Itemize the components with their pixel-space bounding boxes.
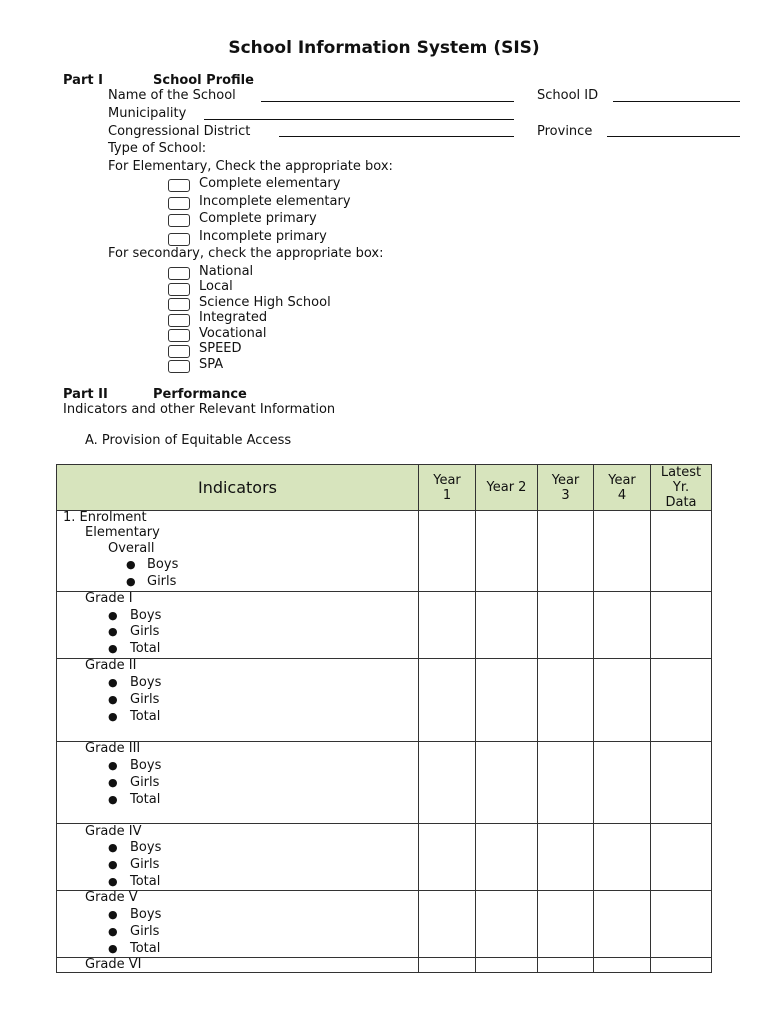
- bullet-icon: ●: [108, 925, 118, 938]
- part2-label: Part II: [63, 387, 108, 402]
- bullet-icon: ●: [108, 759, 118, 772]
- header-year1-b: 1: [442, 487, 452, 503]
- part1-heading: School Profile: [153, 73, 254, 88]
- bullet-icon: ●: [108, 625, 118, 638]
- header-year1-a: Year: [433, 472, 461, 488]
- option-label: Incomplete elementary: [199, 194, 351, 209]
- row-label-girls: Girls: [130, 692, 160, 707]
- bullet-icon: ●: [108, 609, 118, 622]
- row-divider: [56, 591, 712, 592]
- checkbox-national[interactable]: [168, 267, 190, 280]
- bullet-icon: ●: [108, 710, 118, 723]
- municipality-label: Municipality: [108, 106, 187, 121]
- checkbox-complete-elementary[interactable]: [168, 179, 190, 192]
- header-year3-b: 3: [561, 487, 570, 503]
- header-latest-a: Latest: [660, 465, 702, 480]
- province-field[interactable]: [607, 136, 740, 137]
- bullet-icon: ●: [108, 942, 118, 955]
- header-year3: [537, 464, 594, 511]
- row-label-total: Total: [130, 641, 161, 656]
- row-label-total: Total: [130, 792, 161, 807]
- bullet-icon: ●: [108, 693, 118, 706]
- row-label-total: Total: [130, 874, 161, 889]
- bullet-icon: ●: [108, 841, 118, 854]
- header-latest-c: Data: [665, 495, 697, 510]
- header-indicators: [56, 464, 419, 511]
- municipality-field[interactable]: [204, 119, 514, 120]
- overall-label: Overall: [108, 541, 155, 556]
- bullet-icon: ●: [126, 558, 136, 571]
- bullet-icon: ●: [108, 858, 118, 871]
- checkbox-incomplete-primary[interactable]: [168, 233, 190, 246]
- elementary-prompt: For Elementary, Check the appropriate box:: [108, 159, 393, 174]
- grade-label: Grade V: [85, 890, 138, 905]
- option-label: Complete elementary: [199, 176, 341, 191]
- option-label: Complete primary: [199, 211, 317, 226]
- option-label: SPA: [199, 357, 224, 372]
- school-id-field[interactable]: [613, 101, 740, 102]
- district-label: Congressional District: [108, 124, 251, 139]
- school-type-label: Type of School:: [108, 141, 207, 156]
- row-label-girls: Girls: [130, 775, 160, 790]
- header-year4-a: Year: [608, 472, 636, 488]
- header-indicators-label: Indicators: [197, 478, 278, 497]
- page-title: School Information System (SIS): [228, 38, 540, 58]
- header-year4: [593, 464, 651, 511]
- bullet-icon: ●: [108, 793, 118, 806]
- header-year3-a: Year: [551, 472, 580, 488]
- row-label-boys: Boys: [130, 840, 162, 855]
- bullet-icon: ●: [108, 875, 118, 888]
- school-name-label: Name of the School: [108, 88, 236, 103]
- option-label: Vocational: [199, 326, 267, 341]
- bullet-icon: ●: [108, 776, 118, 789]
- grade-label: Grade III: [85, 741, 141, 756]
- checkbox-integrated[interactable]: [168, 314, 190, 327]
- secondary-prompt: For secondary, check the appropriate box:: [108, 246, 384, 261]
- option-label: Science High School: [199, 295, 331, 310]
- header-year1: [418, 464, 476, 511]
- row-label-girls: Girls: [147, 574, 177, 589]
- option-label: National: [199, 264, 254, 279]
- header-year4-b: 4: [617, 487, 627, 503]
- row-divider: [56, 741, 712, 742]
- header-latest: [650, 464, 712, 511]
- header-year2-label: Year 2: [486, 480, 527, 495]
- checkbox-speed[interactable]: [168, 345, 190, 358]
- elementary-label: Elementary: [85, 525, 160, 540]
- checkbox-complete-primary[interactable]: [168, 214, 190, 227]
- grade-label: Grade I: [85, 591, 133, 606]
- row-label-total: Total: [130, 941, 161, 956]
- header-latest-b: Yr.: [672, 480, 690, 495]
- row-divider: [56, 957, 712, 958]
- row-label-boys: Boys: [130, 907, 162, 922]
- part2-heading: Performance: [153, 387, 247, 402]
- bullet-icon: ●: [108, 642, 118, 655]
- row-label-girls: Girls: [130, 857, 160, 872]
- grade-label: Grade II: [85, 658, 137, 673]
- enrolment-label: 1. Enrolment: [63, 510, 147, 525]
- row-label-girls: Girls: [130, 624, 160, 639]
- row-divider: [56, 890, 712, 891]
- row-label-girls: Girls: [130, 924, 160, 939]
- option-label: Incomplete primary: [199, 229, 327, 244]
- province-label: Province: [537, 124, 593, 139]
- section-a-heading: A. Provision of Equitable Access: [85, 433, 292, 448]
- grade-label: Grade VI: [85, 957, 142, 972]
- checkbox-incomplete-elementary[interactable]: [168, 197, 190, 210]
- row-label-boys: Boys: [130, 608, 162, 623]
- row-label-boys: Boys: [147, 557, 179, 572]
- row-divider: [56, 823, 712, 824]
- school-name-field[interactable]: [261, 101, 514, 102]
- grade-label: Grade IV: [85, 824, 142, 839]
- school-id-label: School ID: [537, 88, 599, 103]
- bullet-icon: ●: [126, 575, 136, 588]
- part2-subheading: Indicators and other Relevant Information: [63, 402, 336, 417]
- row-divider: [56, 658, 712, 659]
- header-year2: [475, 464, 538, 511]
- row-label-boys: Boys: [130, 758, 162, 773]
- checkbox-science-high-school[interactable]: [168, 298, 190, 311]
- checkbox-local[interactable]: [168, 283, 190, 296]
- row-label-boys: Boys: [130, 675, 162, 690]
- district-field[interactable]: [279, 136, 514, 137]
- option-label: Integrated: [199, 310, 268, 325]
- bullet-icon: ●: [108, 908, 118, 921]
- option-label: SPEED: [199, 341, 242, 356]
- part1-label: Part I: [63, 73, 103, 88]
- option-label: Local: [199, 279, 233, 294]
- bullet-icon: ●: [108, 676, 118, 689]
- checkbox-vocational[interactable]: [168, 329, 190, 342]
- row-label-total: Total: [130, 709, 161, 724]
- checkbox-spa[interactable]: [168, 360, 190, 373]
